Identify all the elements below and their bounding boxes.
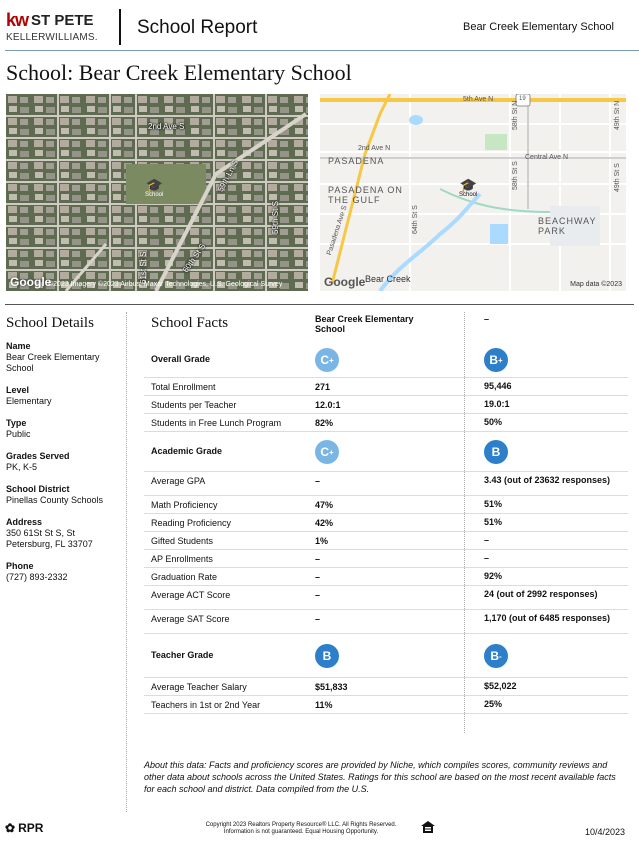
detail-value: Elementary [6,396,52,406]
fact-label: Academic Grade [151,446,223,456]
detail-phone [6,561,121,583]
fact-value-district: – [484,553,490,563]
grade-letter: C [320,445,329,459]
fact-row-teacher-grade [144,634,628,678]
grade-letter: B [489,353,498,367]
google-logo: Google [324,275,366,289]
detail-label: Phone [6,561,34,571]
about-this-data: About this data: Facts and proficiency scores are provided by Niche, which compiles scores, community reviews and other data about schools across the United States. Ratings for this school are based on the most recent available facts for each school and district. Data compiled from the U.S. [144,760,616,794]
road-street-label: 5th Ave N [463,96,494,103]
sat-street-label: 59th Ln S [216,158,241,194]
grade-badge [315,348,339,372]
fact-value-school: 47% [315,500,334,510]
fact-row-average-teacher-salary [144,678,628,696]
fact-label: Overall Grade [151,354,211,364]
section-rule [5,304,634,305]
grade-letter: C [320,353,329,367]
detail-label: Level [6,385,30,395]
fact-label: Average SAT Score [151,614,230,624]
road-street-label: 58th St S [512,161,519,190]
fact-label: Students in Free Lunch Program [151,418,282,428]
column-separator [126,312,127,812]
facts-rows [144,342,628,714]
fact-value-district: 19.0:1 [484,399,510,409]
fact-label: Average ACT Score [151,590,231,600]
fact-row-average-sat-score [144,610,628,634]
road-map[interactable] [320,94,626,291]
report-footer [0,812,639,846]
fact-row-teachers-in-1st-or-2nd-year [144,696,628,714]
grade-modifier: + [329,447,334,457]
fact-value-district: 51% [484,499,503,509]
fact-row-reading-proficiency [144,514,628,532]
graduation-cap-icon: 🎓 [459,177,477,193]
map-credit: ©2023 Imagery ©2023 Airbus, Maxar Technologies, U.S. Geological Survey [48,281,283,288]
road-street-label: Pasadena Ave S [326,204,349,257]
detail-value: 350 61St St S, St Petersburg, FL 33707 [6,528,93,549]
detail-district [6,484,121,506]
fact-row-academic-grade [144,432,628,472]
rpr-icon: ✿ [5,821,16,835]
grade-badge [484,348,508,372]
grade-badge [484,440,508,464]
fact-value-school: 1% [315,536,329,546]
road-street-label: 49th St S [614,163,621,192]
logo-market: ST PETE [31,12,94,29]
school-pin[interactable] [145,178,163,198]
graduation-cap-icon: 🎓 [145,177,163,193]
detail-label: School District [6,484,70,494]
detail-value: Pinellas County Schools [6,495,104,505]
grade-badge [484,644,508,668]
fact-value-district: 95,446 [484,381,512,391]
fact-row-gifted-students [144,532,628,550]
sat-street-label: 61st St S [139,251,148,284]
detail-address [6,517,121,550]
fact-value-district: 25% [484,699,503,709]
pin-label: School [459,192,478,198]
fact-row-graduation-rate [144,568,628,586]
fact-value-school: – [315,614,321,624]
road-street-label: 49th St N [614,100,621,130]
logo-brand: KELLERWILLIAMS. [6,32,98,43]
grade-modifier: + [329,355,334,365]
rpr-brand: RPR [18,821,44,835]
grade-modifier: - [499,651,502,661]
fact-value-district: 1,170 (out of 6485 responses) [484,613,611,623]
kw-logo [6,10,106,44]
highway-shield: 19 [519,96,526,102]
detail-label: Address [6,517,43,527]
fact-value-district: – [484,535,490,545]
grade-letter: B [491,445,501,459]
fact-row-overall-grade [144,342,628,378]
sat-street-label: 60th St S [181,242,208,275]
satellite-map[interactable] [6,94,308,291]
rpr-logo [5,821,43,835]
fact-value-school: 271 [315,382,331,392]
detail-grades-served [6,451,121,473]
header-divider [119,9,121,45]
page-title: School: Bear Creek Elementary School [6,60,352,85]
fact-value-school: – [315,476,321,486]
grade-badge [315,644,339,668]
road-street-label: 2nd Ave N [358,145,391,152]
detail-value: Public [6,429,31,439]
grade-badge [315,440,339,464]
detail-label: Type [6,418,27,428]
school-facts [144,312,628,714]
fact-label: Teacher Grade [151,650,214,660]
fact-label: AP Enrollments [151,554,213,564]
detail-type [6,418,121,440]
header-rule [5,50,639,51]
google-logo: Google [10,275,52,289]
fact-value-school: – [315,590,321,600]
fact-value-district: 92% [484,571,503,581]
fact-value-district: 24 (out of 2992 responses) [484,589,598,599]
school-details-heading: School Details [6,315,94,331]
copyright-line: Information is not guaranteed. Equal Housing Opportunity. [223,829,379,835]
creek-label: Bear Creek [365,274,411,284]
fact-value-school: 42% [315,518,334,528]
fact-label: Teachers in 1st or 2nd Year [151,700,261,710]
road-street-label: 58th St N [512,100,519,130]
fact-value-school: $51,833 [315,682,348,692]
fact-label: Average GPA [151,476,206,486]
school-details [6,315,121,594]
fact-label: Students per Teacher [151,400,237,410]
detail-label: Grades Served [6,451,70,461]
report-header [0,0,639,50]
sat-street-label: 59th St S [271,201,280,234]
sat-street-label: 2nd Ave S [148,122,185,131]
fact-row-total-enrollment [144,378,628,396]
logo-kw: kw [6,10,29,30]
road-street-label: 64th St S [412,205,419,234]
fact-label: Gifted Students [151,536,214,546]
area-label: PASADENA ON THE GULF [328,185,403,205]
fact-row-math-proficiency [144,496,628,514]
copyright-line: Copyright 2023 Realtors Property Resource® LLC. All Rights Reserved. [205,822,397,828]
grade-letter: B [490,649,499,663]
fact-value-school: – [315,554,321,564]
column-header-school: Bear Creek Elementary School [315,314,414,334]
school-pin[interactable] [459,178,477,198]
fact-row-ap-enrollments [144,550,628,568]
detail-level [6,385,121,407]
fact-row-students-in-free-lunch-program [144,414,628,432]
detail-label: Name [6,341,31,351]
fact-value-district: $52,022 [484,681,517,691]
map-credit: Map data ©2023 [570,281,622,288]
detail-value: Bear Creek Elementary School [6,352,100,373]
fact-row-average-act-score [144,586,628,610]
header-school-name: Bear Creek Elementary School [462,21,614,33]
grade-letter: B [322,649,332,663]
copyright [196,822,406,836]
detail-value: PK, K-5 [6,462,38,472]
fact-label: Math Proficiency [151,500,218,510]
fact-label: Graduation Rate [151,572,218,582]
fact-row-average-gpa [144,472,628,496]
facts-header [144,312,628,342]
fact-value-school: 11% [315,700,333,710]
equal-housing-icon [420,820,436,834]
fact-row-students-per-teacher [144,396,628,414]
report-title: School Report [137,17,258,38]
fact-label: Total Enrollment [151,382,216,392]
column-header-district: – [484,314,490,324]
fact-value-school: 12.0:1 [315,400,341,410]
fact-value-district: 50% [484,417,503,427]
school-facts-heading: School Facts [151,315,229,331]
road-street-label: Central Ave N [525,154,569,161]
fact-value-district: 51% [484,517,503,527]
pin-label: School [145,192,164,198]
detail-value: (727) 893-2332 [6,572,68,582]
fact-label: Reading Proficiency [151,518,232,528]
fact-value-district: 3.43 (out of 23632 responses) [484,475,611,485]
detail-name [6,341,121,374]
report-date: 10/4/2023 [584,827,625,837]
area-label: BEACHWAY PARK [538,216,597,236]
grade-modifier: + [498,355,503,365]
fact-value-school: 82% [315,418,334,428]
fact-label: Average Teacher Salary [151,682,247,692]
area-label: PASADENA [328,156,385,166]
fact-value-school: – [315,572,321,582]
